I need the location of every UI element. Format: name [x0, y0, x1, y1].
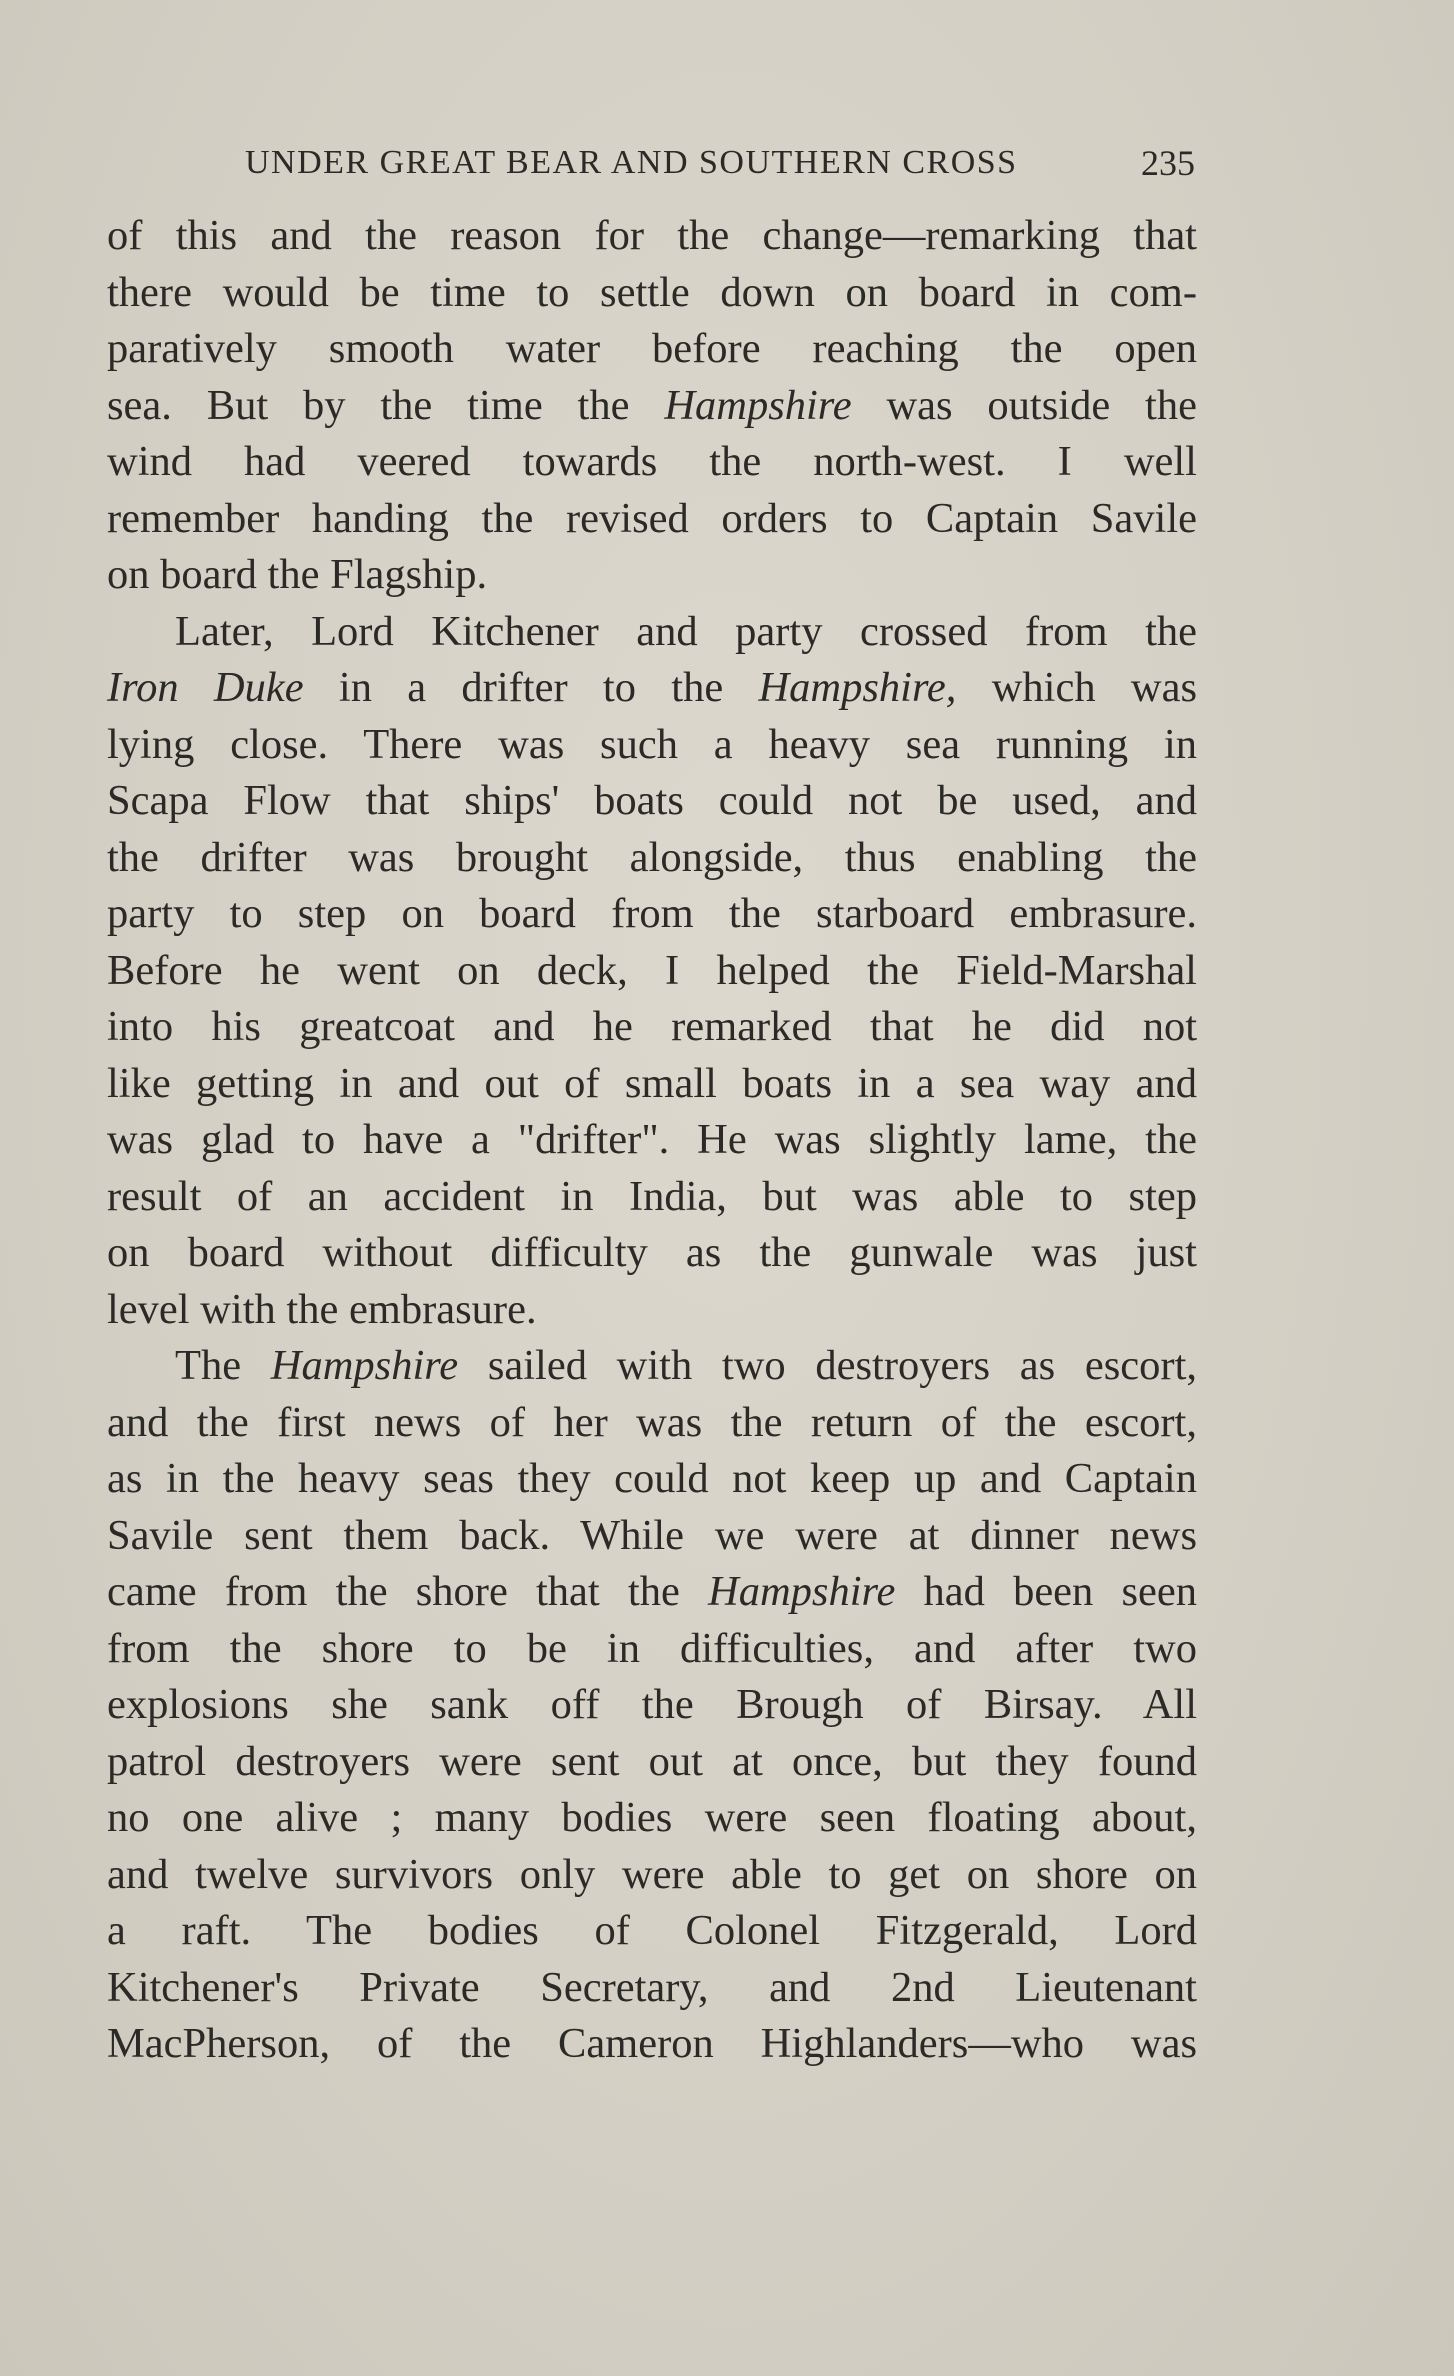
text-line: remember handing the revised orders to Captain Savile: [107, 494, 1197, 542]
text-line: and twelve survivors only were able to get on shore on: [107, 1850, 1197, 1898]
ship-name: Iron Duke: [107, 664, 304, 711]
text-line: a raft. The bodies of Colonel Fitzgerald, Lord: [107, 1907, 1197, 1954]
text-line: Before he went on deck, I helped the Field-Marshal: [107, 946, 1197, 994]
text-line: no one alive ; many bodies were seen floating about,: [107, 1794, 1197, 1841]
text-line: like getting in and out of small boats in a sea way and: [107, 1059, 1197, 1107]
text-line: Kitchener's Private Secretary, and 2nd Lieutenant: [107, 1963, 1197, 2011]
text-line: was glad to have a "drifter". He was slightly lame, the: [107, 1116, 1197, 1163]
text-line: Scapa Flow that ships' boats could not be used, and: [107, 777, 1197, 824]
running-title: UNDER GREAT BEAR AND SOUTHERN CROSS: [245, 144, 1018, 181]
text-line: Later, Lord Kitchener and party crossed from the: [175, 607, 1197, 655]
ship-name: Hampshire: [270, 1342, 459, 1389]
text-line: from the shore to be in difficulties, and after two: [107, 1624, 1197, 1672]
text-line: result of an accident in India, but was able to step: [107, 1172, 1197, 1220]
ship-name: Hampshire: [708, 1568, 896, 1615]
text-line: as in the heavy seas they could not keep up and Captain: [107, 1455, 1197, 1502]
text-line: The Hampshire sailed with two destroyers as escort,: [175, 1342, 1197, 1389]
ship-name: Hampshire,: [758, 664, 957, 711]
text-line: party to step on board from the starboard embrasure.: [107, 890, 1197, 937]
text-line: on board the Flagship.: [107, 551, 488, 598]
body-text: [107, 208, 1197, 2073]
text-line: level with the embrasure.: [107, 1285, 537, 1333]
text-line: Iron Duke in a drifter to the Hampshire, which was: [107, 664, 1197, 711]
text-line: came from the shore that the Hampshire had been seen: [107, 1568, 1197, 1615]
text-line: on board without difficulty as the gunwale was just: [107, 1229, 1197, 1276]
ship-name: Hampshire: [664, 381, 852, 429]
text-line: there would be time to settle down on board in com-: [107, 268, 1197, 316]
text-line: the drifter was brought alongside, thus enabling the: [107, 833, 1197, 881]
running-head: [245, 138, 1195, 188]
text-line: paratively smooth water before reaching the open: [107, 325, 1197, 372]
text-line: into his greatcoat and he remarked that he did not: [107, 1003, 1197, 1050]
text-line: sea. But by the time the Hampshire was outside the: [107, 381, 1197, 429]
text-line: patrol destroyers were sent out at once, but they found: [107, 1737, 1197, 1785]
page-number: 235: [1141, 143, 1195, 183]
text-line: lying close. There was such a heavy sea running in: [107, 720, 1197, 768]
text-line: of this and the reason for the change—remarking that: [107, 212, 1197, 259]
text-line: and the first news of her was the return of the escort,: [107, 1398, 1197, 1446]
text-line: wind had veered towards the north-west. I well: [107, 438, 1197, 485]
text-line: explosions she sank off the Brough of Birsay. All: [107, 1681, 1197, 1728]
text-line: Savile sent them back. While we were at dinner news: [107, 1511, 1197, 1559]
text-line: MacPherson, of the Cameron Highlanders—who was: [107, 2020, 1197, 2067]
